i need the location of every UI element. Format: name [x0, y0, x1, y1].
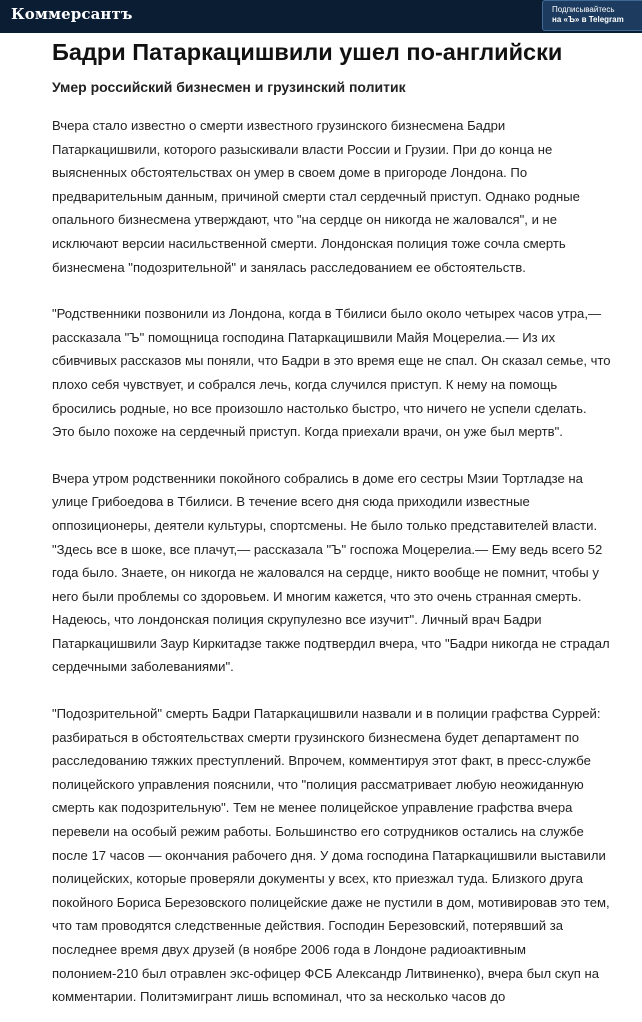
telegram-subscribe-line1: Подписывайтесь [552, 5, 615, 14]
article-title: Бадри Патаркацишвили ушел по-английски [52, 39, 563, 65]
article-paragraph: "Подозрительной" смерть Бадри Патаркацишвили назвали и в полиции графства Суррей: разбираться в обстоятельствах смерти грузинского бизнесмена будет департамент по расследованию тяжких преступлений. Впрочем, комментируя этот факт, в пресс-службе полицейского управления пояснили, что "полиция рассматривает любую неожиданную смерть как подозрительную". Тем не менее полицейское управление графства вчера перевели на особый режим работы. Большинство его сотрудников остались на службе после 17 часов — окончания рабочего дня. У дома господина Патаркацишвили выставили полицейских, которые проверяли документы у всех, кто приезжал туда. Близкого друга покойного Бориса Березовского полицейские даже не пустили в дом, мотивировав это тем, что там проводятся следственные действия. Господин Березовский, потерявший за последнее время двух друзей (в ноябре 2006 года в Лондоне радиоактивным полонием-210 был отравлен экс-офицер ФСБ Александр Литвиненко), вчера был скуп на комментарии. Политэмигрант лишь вспоминал, что за несколько часов до [52, 706, 610, 1005]
article-paragraph: Вчера стало известно о смерти известного грузинского бизнесмена Бадри Патаркацишвили, которого разыскивали власти России и Грузии. При до конца не выясненных обстоятельствах он умер в своем доме в пригороде Лондона. По предварительным данным, причиной смерти стал сердечный приступ. Однако родные опального бизнесмена утверждают, что "на сердце он никогда не жаловался", и не исключают версии насильственной смерти. Лондонская полиция тоже сочла смерть бизнесмена "подозрительной" и занялась расследованием ее обстоятельств. [52, 118, 580, 275]
telegram-subscribe-text [552, 5, 624, 25]
article-paragraph: Вчера утром родственники покойного собрались в доме его сестры Мзии Тортладзе на улице Грибоедова в Тбилиси. В течение всего дня сюда приходили известные оппозиционеры, деятели культуры, спортсмены. Не было только представителей власти. "Здесь все в шоке, все плачут,— рассказала "Ъ" госпожа Моцерелиа.— Ему ведь всего 52 года было. Знаете, он никогда не жаловался на сердце, никто вообще не помнит, чтобы у него были проблемы со здоровьем. И многим кажется, что это очень странная смерть. Надеюсь, что лондонская полиция скрупулезно все изучит". Личный врач Бадри Патаркацишвили Заур Киркитадзе также подтвердил вчера, что "Бадри никогда не страдал сердечными заболеваниями". [52, 470, 610, 675]
telegram-subscribe-line2: на «Ъ» в Telegram [552, 15, 624, 24]
article-subtitle: Умер российский бизнесмен и грузинский политик [52, 79, 406, 95]
kommersant-logo[interactable]: Коммерсантъ [11, 5, 133, 23]
article [52, 33, 612, 1009]
telegram-subscribe-button[interactable] [542, 0, 642, 31]
top-bar [0, 0, 642, 33]
article-paragraph: "Родственники позвонили из Лондона, когда в Тбилиси было около четырех часов утра,— рассказала "Ъ" помощница господина Патаркацишвили Майя Моцерелиа.— Из их сбивчивых рассказов мы поняли, что Бадри в это время еще не спал. Он сказал семье, что плохо себя чувствует, и собрался лечь, когда случился приступ. К нему на помощь бросились родные, но все произошло настолько быстро, что ничего не успели сделать. Это было похоже на сердечный приступ. Когда приехали врачи, он уже был мертв". [52, 306, 611, 440]
